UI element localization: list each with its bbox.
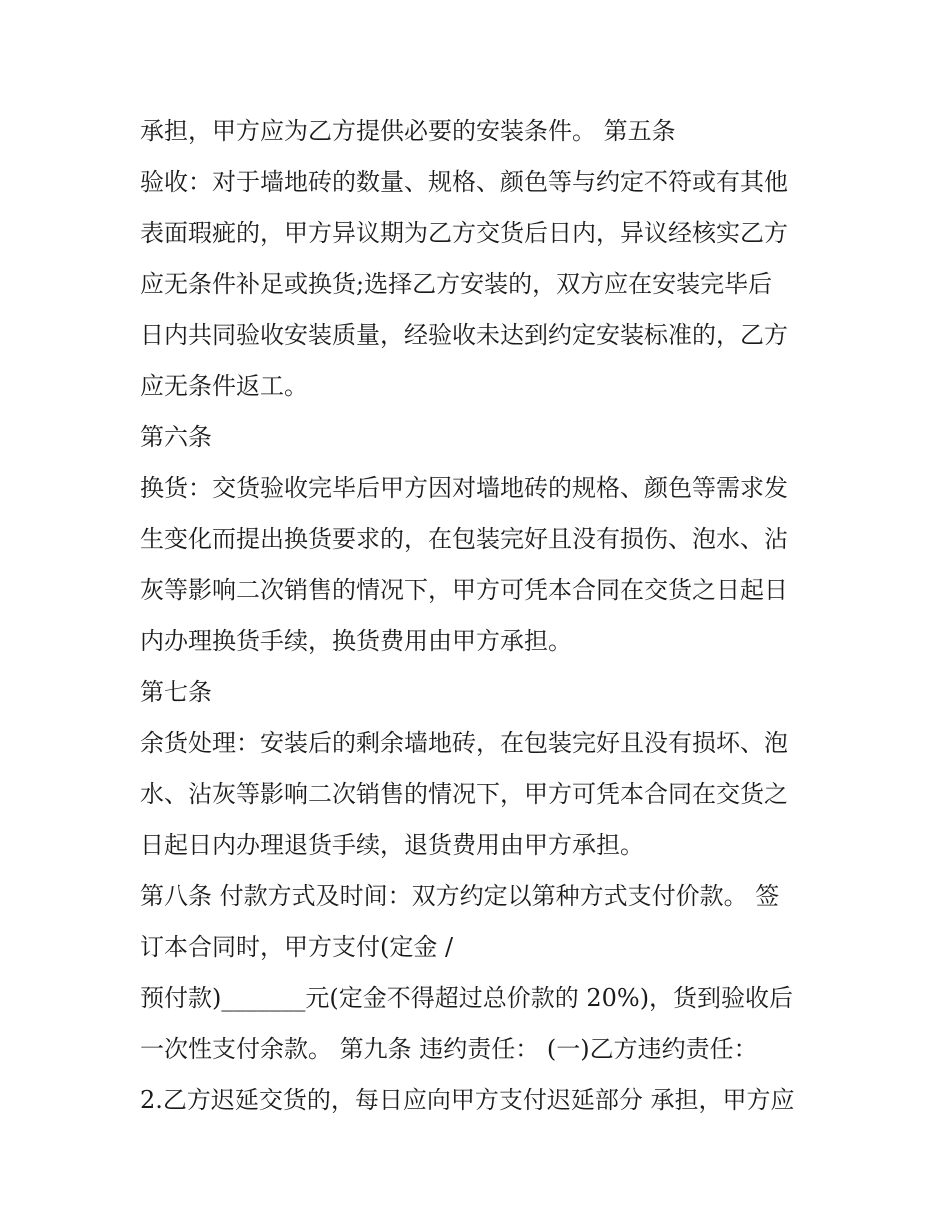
- text-line: 承担，甲方应为乙方提供必要的安装条件。 第五条: [140, 117, 676, 145]
- text-line: 订本合同时，甲方支付(定金 /: [140, 933, 454, 961]
- article-heading: 第六条: [140, 423, 212, 451]
- text-line: 水、沾灰等影响二次销售的情况下，甲方可凭本合同在交货之: [140, 780, 788, 808]
- contract-body-text: [140, 106, 830, 1126]
- text-line: 生变化而提出换货要求的，在包装完好且没有损伤、泡水、沾: [140, 525, 788, 553]
- text-line: 预付款)_______元(定金不得超过总价款的 20%)，货到验收后: [140, 984, 794, 1012]
- text-line: 日起日内办理退货手续，退货费用由甲方承担。: [140, 831, 644, 859]
- text-line: 2.乙方迟延交货的，每日应向甲方支付迟延部分 承担，甲方应: [140, 1086, 795, 1114]
- text-line: 灰等影响二次销售的情况下，甲方可凭本合同在交货之日起日: [140, 576, 788, 604]
- text-line: 日内共同验收安装质量，经验收未达到约定安装标准的，乙方: [140, 321, 788, 349]
- text-line: 应无条件补足或换货;选择乙方安装的，双方应在安装完毕后: [140, 270, 773, 298]
- text-line: 表面瑕疵的，甲方异议期为乙方交货后日内，异议经核实乙方: [140, 219, 788, 247]
- text-line: 余货处理：安装后的剩余墙地砖，在包装完好且没有损坏、泡: [140, 729, 788, 757]
- text-line: 应无条件返工。: [140, 372, 308, 400]
- text-line: 第八条 付款方式及时间：双方约定以第种方式支付价款。 签: [140, 882, 780, 910]
- article-heading: 第七条: [140, 678, 212, 706]
- text-line: 验收：对于墙地砖的数量、规格、颜色等与约定不符或有其他: [140, 168, 788, 196]
- text-line: 内办理换货手续，换货费用由甲方承担。: [140, 627, 572, 655]
- text-line: 一次性支付余款。 第九条 违约责任： (一)乙方违约责任：: [140, 1035, 758, 1063]
- text-line: 换货：交货验收完毕后甲方因对墙地砖的规格、颜色等需求发: [140, 474, 788, 502]
